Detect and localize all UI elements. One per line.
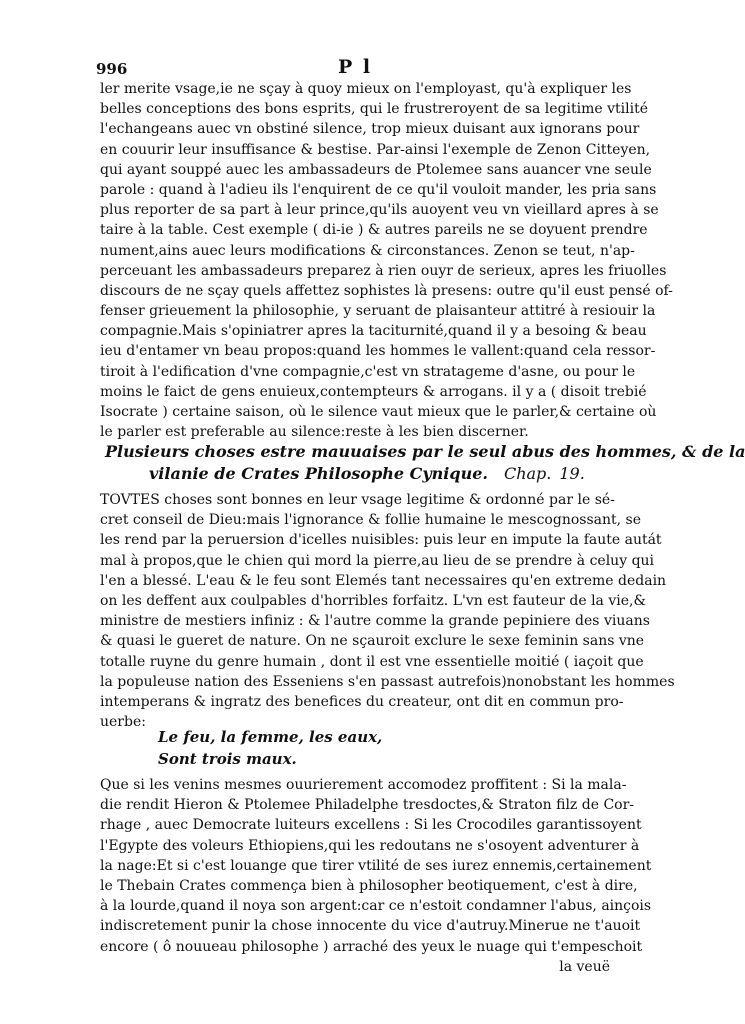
text-line: & quasi le gueret de nature. On ne sçauroit exclure le sexe feminin sans vne xyxy=(100,633,645,650)
text-line: nument,ains auec leurs modifications & circonstances. Zenon se teut, n'ap- xyxy=(100,242,635,259)
running-head: P l xyxy=(338,56,373,78)
text-line: mal à propos,que le chien qui mord la pierre,au lieu de se prendre à celuy qui xyxy=(100,552,655,569)
after-paragraph xyxy=(100,775,652,977)
text-line: l'Egypte des voleurs Ethiopiens,qui les redoutans ne s'osoyent adventurer à xyxy=(100,837,640,854)
chapter-label: Chap. xyxy=(503,464,552,483)
text-line: l'en a blessé. L'eau & le feu sont Elemés tant necessaires qu'en extreme dedain xyxy=(100,572,667,589)
text-line: en couurir leur insuffisance & bestise. Par-ainsi l'exemple de Zenon Citteyen, xyxy=(100,141,651,158)
text-line: cret conseil de Dieu:mais l'ignorance & follie humaine le mescognossant, se xyxy=(100,512,641,529)
text-line: ministre de mestiers infiniz : & l'autre comme la grande pepiniere des viuans xyxy=(100,613,650,630)
text-line: die rendit Hieron & Ptolemee Philadelphe tresdoctes,& Straton filz de Cor- xyxy=(100,797,635,814)
chapter-heading-line-2 xyxy=(105,463,610,485)
chapter-number: 19. xyxy=(559,464,585,483)
text-line: uerbe: xyxy=(100,714,146,731)
text-line: perceuant les ambassadeurs preparez à rien ouyr de serieux, apres les friuolles xyxy=(100,262,667,279)
text-line: taire à la table. Cest exemple ( di-ie ) & autres pareils ne se doyuent prendre xyxy=(100,222,648,239)
text-line: qui ayant souppé auec les ambassadeurs de Ptolemee sans auancer vne seule xyxy=(100,161,652,178)
body-paragraph xyxy=(100,490,675,732)
text-line: la populeuse nation des Esseniens s'en passast autrefois)nonobstant les hommes xyxy=(100,673,675,690)
text-line: le parler est preferable au silence:reste à les bien discerner. xyxy=(100,424,529,441)
text-line: totalle ruyne du genre humain , dont il est vne essentielle moitié ( iaçoit que xyxy=(100,653,644,670)
text-line: la veuë xyxy=(559,958,610,975)
text-line: Isocrate ) certaine saison, où le silence vaut mieux que le parler,& certaine où xyxy=(100,404,657,420)
chapter-heading xyxy=(105,441,745,485)
text-line: intemperans & ingratz des benefices du createur, ont dit en commun pro- xyxy=(100,693,624,710)
text-line: moins le faict de gens enuieux,contempteurs & arrogans. il y a ( disoit trebié xyxy=(100,383,647,400)
text-line: Que si les venins mesmes ouurierement accomodez proffitent : Si la mala- xyxy=(100,777,627,793)
proverb-verse xyxy=(158,726,382,770)
text-line: TOVTES choses sont bonnes en leur vsage legitime & ordonné par le sé- xyxy=(100,492,615,508)
text-line: indiscretement punir la chose innocente du vice d'autruy.Minerue ne t'auoit xyxy=(100,918,641,935)
text-line: discours de ne sçay quels affettez sophistes là presens: outre qu'il eust pensé of- xyxy=(100,282,673,299)
chapter-heading-line-1: Plusieurs choses estre mauuaises par le seul abus des hommes, & de la xyxy=(105,442,745,461)
page-number: 996 xyxy=(96,60,128,78)
text-line: belles conceptions des bons esprits, qui le frustreroyent de sa legitime vtilité xyxy=(100,101,648,118)
top-paragraph xyxy=(100,79,673,442)
text-line: fenser grieuement la philosophie, y seruant de plaisanteur attitré à resiouir la xyxy=(100,303,656,320)
text-line: compagnie.Mais s'opiniatrer apres la taciturnité,quand il y a besoing & beau xyxy=(100,323,647,340)
text-line: encore ( ô nouueau philosophe ) arraché des yeux le nuage qui t'empeschoit xyxy=(100,938,643,955)
text-line: rhage , auec Democrate luiteurs excellens : Si les Crocodiles garantissoyent xyxy=(100,817,642,834)
text-line: on les deffent aux coulpables d'horribles forfaitz. L'vn est fauteur de la vie,& xyxy=(100,592,646,609)
text-line: le Thebain Crates commença bien à philosopher beotiquement, c'est à dire, xyxy=(100,877,638,894)
text-line: l'echangeans auec vn obstiné silence, trop mieux duisant aux ignorans pour xyxy=(100,121,640,138)
verse-line-2: Sont trois maux. xyxy=(158,750,297,768)
text-line: plus reporter de sa part à leur prince,qu'ils auoyent veu vn vieillard apres à se xyxy=(100,202,659,219)
verse-line-1: Le feu, la femme, les eaux, xyxy=(158,728,383,746)
text-line: ler merite vsage,ie ne sçay à quoy mieux on l'employast, qu'à expliquer les xyxy=(100,81,632,97)
text-line: les rend par la peruersion d'icelles nuisibles: puis leur en impute la faute autát xyxy=(100,532,662,549)
text-line: la nage:Et si c'est louange que tirer vtilité de ses iurez ennemis,certainement xyxy=(100,857,652,874)
text-line: ieu d'entamer vn beau propos:quand les hommes le vallent:quand cela ressor- xyxy=(100,343,656,360)
text-line: parole : quand à l'adieu ils l'enquirent de ce qu'il vouloit mander, les pria sans xyxy=(100,181,657,198)
chapter-heading-title-end: vilanie de Crates Philosophe Cynique. xyxy=(149,464,488,483)
text-line: à la lourde,quand il noya son argent:car ce n'estoit condamner l'abus, ainçois xyxy=(100,898,652,915)
text-line: tiroit à l'edification d'vne compagnie,c'est vn stratageme d'asne, ou pour le xyxy=(100,363,636,380)
